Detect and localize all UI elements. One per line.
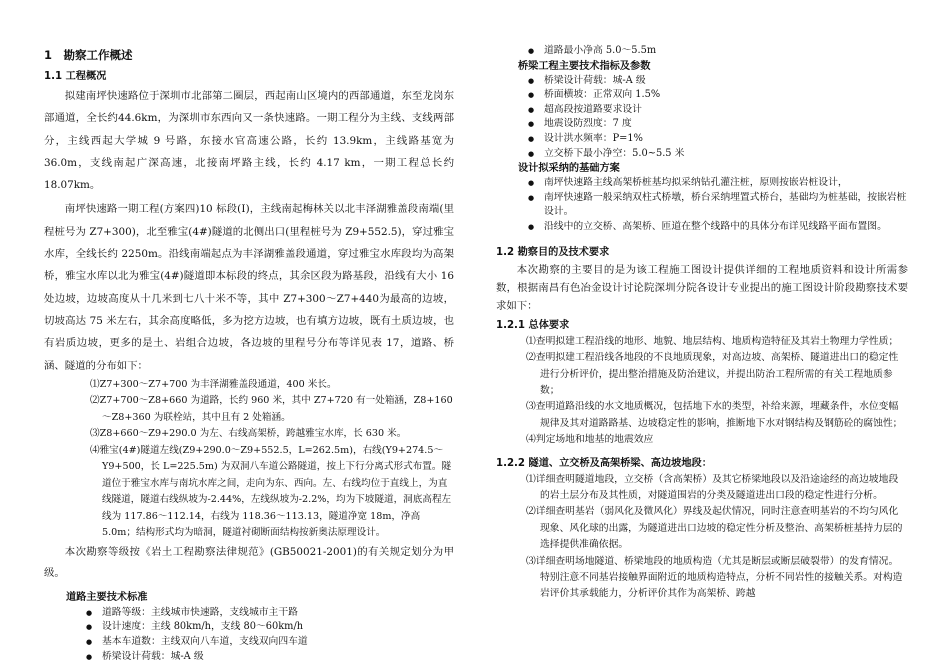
segment-item: ⑵Z7+700～Z8+660 为道路，长约 960 米，其中 Z7+720 有一处箱涵，Z8+160～Z8+360 为联栓站，其中且有 2 处箱涵。: [90, 395, 453, 423]
foundation-plan-item: ● 南坪快速路一般采纳双柱式桥墩，桥台采纳埋置式桥台，基础均为桩基础，按嵌岩桩设计。: [530, 191, 908, 220]
road-standard-item: ● 道路等级：主线城市快速路，支线城市主干路: [88, 606, 454, 621]
subsection-1-2-1-title: 1.2.1 总体要求: [496, 319, 570, 331]
road-standards-continued: [496, 44, 908, 59]
requirement-item: ⑵详细查明基岩（弱风化及微风化）界线及起伏情况，同时注意查明基岩的不均匀风化现象、风化球的出露，为隧道进出口边坡的稳定性分析及整治、高架桥桩基持力层的选择提供准确依据。: [526, 506, 903, 551]
road-standards-list: [44, 606, 454, 664]
road-standard-item: ● 设计速度：主线 80km/h，支线 80～60km/h: [88, 620, 454, 635]
subsection-1-2-title: 1.2 勘察目的及技术要求: [496, 246, 610, 258]
bridge-param-item: ● 地震设防烈度：7 度: [530, 117, 908, 132]
tunnel-bridge-requirements-list: [496, 472, 908, 603]
road-standard-item: ● 道路最小净高 5.0～5.5m: [530, 44, 908, 59]
segment-item: ⑷雅宝(4#)隧道左线(Z9+290.0～Z9+552.5，L=262.5m)，右线(Y9+274.5～Y9+500，长 L=225.5m) 为双洞八车道公路隧道，按上下行分离式形式布置。隧道位于雅宝水库与南坑水库之间，走向为东、西向。左、右线均位于直线上，为直线隧道，隧道右线纵坡为-2.44%，左线纵坡为-2.2%，均为下坡隧道，洞底高程左线为 117.86～112.14，右线为 118.36～113.13，隧道净宽 18m，净高 5.0m；结构形式均为暗洞，隧道衬砌断面结构按新奥法原理设计。: [90, 444, 452, 539]
requirement-item: ⑶查明道路沿线的水文地质概况，包括地下水的类型，补给来源，埋藏条件，水位变幅规律及其对道路路基、边坡稳定性的影响，推断地下水对钢结构及钢筋砼的腐蚀性；: [526, 401, 903, 429]
requirement-item: ⑴详细查明隧道地段，立交桥（含高架桥）及其它桥梁地段以及沿途途经的高边坡地段的岩土层分布及其性质，对隧道围岩的分类及隧道进出口段的稳定性进行分析。: [526, 473, 899, 501]
requirement-item: ⑴查明拟建工程沿线的地形、地貌、地层结构、地质构造特征及其岩土物理力学性质；: [526, 335, 899, 347]
requirement-item: ⑶详细查明场地隧道、桥梁地段的地质构造（尤其是断层或断层破裂带）的发育情况。特别注意不同基岩接触界面附近的地质构造特点，分析不同岩性的接触关系。对构造岩评价其承载能力，分析评价其作为高架桥、跨越: [526, 555, 903, 600]
left-column: [44, 0, 454, 664]
subsection-1-2-2-title: 1.2.2 隧道、立交桥及高架桥梁、高边坡地段：: [496, 457, 712, 469]
subsection-1-1-title: 1.1 工程概况: [44, 71, 107, 82]
bridge-params-list: [496, 74, 908, 162]
paragraph-overview: 拟建南坪快速路位于深圳市北部第二圈层，西起南山区境内的西部通道，东至龙岗东部通道，全长约44.6km，为深圳市东西向又一条快速路。一期工程分为主线、支线两部分，主线西起大学城 9 号路，东接水官高速公路，长约 13.9km，主线路基宽为 36.0m，支线南起广深高速，北接南坪路主线，长约 4.17 km，一期工程总长约18.07km。: [44, 90, 454, 192]
foundation-plan-list: [496, 176, 908, 234]
right-column: [496, 0, 908, 603]
road-standard-item: ● 基本车道数：主线双向八车道，支线双向四车道: [88, 635, 454, 650]
paragraph-survey-purpose: 本次勘察的主要目的是为该工程施工图设计提供详细的工程地质资料和设计所需参数，根据南昌有色冶金设计讨论院深圳分院各设计专业提出的施工图设计阶段勘察技术要求如下：: [496, 263, 908, 313]
foundation-plan-title: 设计拟采纳的基础方案: [518, 163, 620, 175]
paragraph-survey-grade: 本次勘察等级按《岩土工程勘察法律规范》(GB50021-2001)的有关规定划分为甲级。: [44, 545, 454, 580]
foundation-plan-item: ● 南坪快速路主线高架桥桩基均拟采纳钻孔灌注桩，原则按嵌岩桩设计，: [530, 176, 908, 191]
segment-item: ⑶Z8+660～Z9+290.0 为左、右线高架桥，跨越雅宝水库，长 630 米。: [90, 428, 407, 440]
paragraph-section-10: 南坪快速路一期工程(方案四)10 标段(Ⅰ)，主线南起梅林关以北丰泽湖雅盖段南端(里程桩号为 Z7+300)，北至雅宝(4#)隧道的北侧出口(里程桩号为 Z9+552.5)，穿过雅宝水库，全线长约 2250m。沿线南端起点为丰泽湖雅盖段通道，穿过雅宝水库段均为高架桥，雅宝水库以北为雅宝(4#)隧道即本标段的终点，其余区段为路基段，沿线有大小 16 处边坡，边坡高度从十几米到七八十米不等，其中 Z7+300～Z7+440为最高的边坡，切坡高达 75 米左右，其余高度略低，多为挖方边坡，也有填方边坡，既有土质边坡，也有岩质边坡，更多的是土、岩组合边坡，各边坡的里程号分布等详见表 17，道路、桥涵、隧道的分布如下：: [44, 203, 454, 372]
general-requirements-list: [496, 334, 908, 449]
bridge-param-item: ● 超高段按道路要求设计: [530, 103, 908, 118]
bridge-param-item: ● 设计洪水频率：P=1%: [530, 132, 908, 147]
bridge-params-title: 桥梁工程主要技术指标及参数: [518, 60, 651, 72]
bridge-param-item: ● 立交桥下最小净空：5.0~5.5 米: [530, 147, 908, 162]
segment-item: ⑴Z7+300～Z7+700 为丰泽湖雅盖段通道，400 米长。: [90, 378, 337, 390]
road-standards-title: 道路主要技术标准: [66, 591, 148, 603]
requirement-item: ⑵查明拟建工程沿线各地段的不良地质现象，对高边坡、高架桥、隧道进出口的稳定性进行分析评价，提出整治措施及防治建议，并提出防治工程所需的有关工程地质参数；: [526, 352, 899, 396]
bridge-param-item: ● 桥梁设计荷载：城-A 级: [530, 74, 908, 89]
segment-list: [44, 377, 454, 542]
section-title: 1 勘察工作概述: [44, 48, 133, 62]
foundation-plan-item: ● 沿线中的立交桥、高架桥、匝道在整个线路中的具体分布详见线路平面布置图。: [530, 220, 908, 235]
bridge-param-item: ● 桥面横坡：正常双向 1.5%: [530, 88, 908, 103]
road-standard-item: ● 桥梁设计荷载：城-A 级: [88, 650, 454, 665]
requirement-item: ⑷判定场地和地基的地震效应: [526, 434, 654, 446]
